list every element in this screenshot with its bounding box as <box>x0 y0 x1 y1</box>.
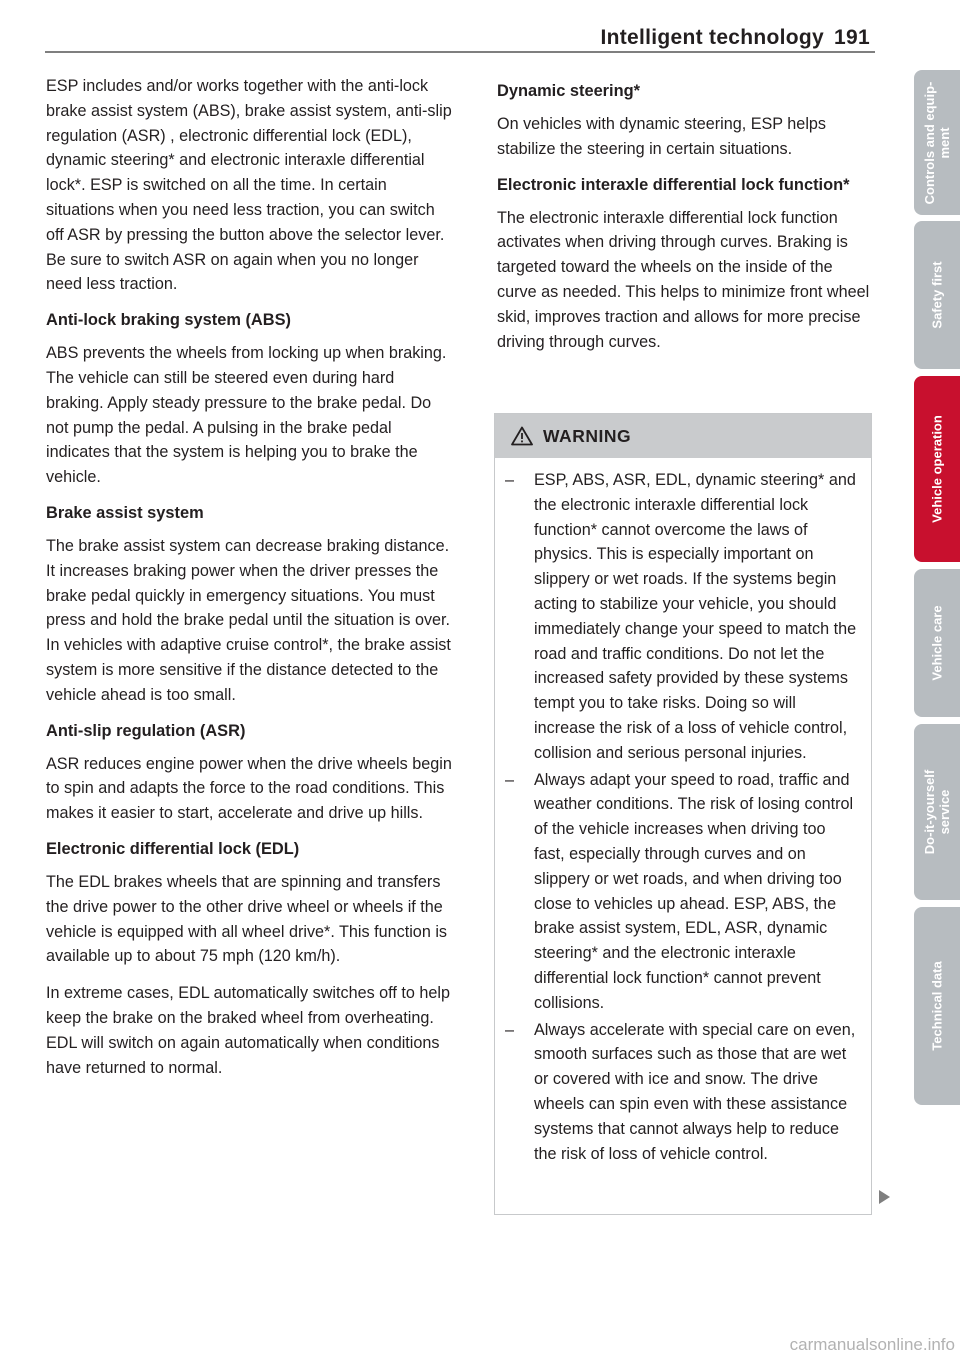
tab-label: Controls and equip- ment <box>922 81 952 204</box>
warning-item <box>505 468 859 766</box>
interaxle-lock-heading: Electronic interaxle differential lock function* <box>497 175 850 194</box>
right-column <box>497 74 871 366</box>
header-rule <box>45 51 875 53</box>
warning-item-text: Always adapt your speed to road, traffic and weather conditions. The risk of losing control of the vehicle increases when driving too fast, especially through curves and on slippery or wet roads, and when driving too close to vehicles up ahead. ESP, ABS, the brake assist system, EDL, ASR, dynamic steering* and the electronic interaxle differential lock function* cannot prevent collisions. <box>534 770 854 1012</box>
tab-safety-first[interactable] <box>914 221 960 369</box>
dynamic-steering-paragraph: On vehicles with dynamic steering, ESP helps stabilize the steering in certain situations. <box>497 115 827 158</box>
footer-watermark: carmanualsonline.info <box>789 1335 955 1354</box>
tab-label: Safety first <box>929 261 945 329</box>
list-dash: – <box>505 770 515 789</box>
bas-heading: Brake assist system <box>46 503 204 522</box>
list-dash: – <box>505 471 515 489</box>
edl-heading: Electronic differential lock (EDL) <box>46 839 300 858</box>
intro-paragraph: ESP includes and/or works together with the anti-lock brake assist system (ABS), brake assist system, anti-slip regulation (ASR) , electronic differential lock (EDL), dynamic steering* and electronic interaxle differential lock*. ESP is switched on all the time. In certain situations when you need less traction, you can switch off ASR by pressing the button above the selector lever. Be sure to switch ASR on again when you no longer need less traction. <box>46 77 452 294</box>
section-title: Intelligent technology <box>600 26 825 49</box>
dynamic-steering-heading: Dynamic steering* <box>497 82 641 100</box>
continued-arrow-icon <box>879 1190 890 1204</box>
interaxle-lock-paragraph: The electronic interaxle differential lock function activates when driving through curves. Braking is targeted toward the wheels on the inside of the curve as needed. This helps to minimize front wheel skid, improves traction and allows for more precise driving through curves. <box>497 208 870 351</box>
page-number: 191 <box>834 26 870 49</box>
list-dash: – <box>505 1020 515 1039</box>
abs-heading: Anti-lock braking system (ABS) <box>46 311 291 330</box>
edl-paragraph-2: In extreme cases, EDL automatically switches off to help keep the brake on the braked wheel from overheating. EDL will switch on again automatically when conditions have returned to normal. <box>46 984 450 1077</box>
page-header <box>490 26 870 50</box>
warning-item <box>505 768 859 1016</box>
tab-technical-data[interactable] <box>914 907 960 1105</box>
warning-item <box>505 1018 859 1167</box>
warning-item-text: Always accelerate with special care on even, smooth surfaces such as those that are wet or covered with ice and snow. The drive wheels can spin even with these assistance systems that cannot always help to reduce the risk of loss of vehicle control. <box>534 1020 856 1163</box>
tab-label: Vehicle care <box>929 605 945 681</box>
tab-label: Do-it-yourself service <box>922 769 952 855</box>
warning-triangle-icon <box>511 426 533 446</box>
tab-label: Technical data <box>929 961 945 1051</box>
edl-paragraph-1: The EDL brakes wheels that are spinning and transfers the drive power to the other drive wheel or wheels if the vehicle is equipped with all wheel drive*. This function is available up to about 75 mph (120 km/h). <box>46 872 448 966</box>
warning-list <box>495 458 871 1166</box>
tab-label: Vehicle operation <box>929 415 945 523</box>
tab-controls-and-equipment[interactable] <box>914 70 960 215</box>
tab-vehicle-care[interactable] <box>914 569 960 717</box>
asr-heading: Anti-slip regulation (ASR) <box>46 721 246 740</box>
abs-paragraph: ABS prevents the wheels from locking up when braking. The vehicle can still be steered even during hard braking. Apply steady pressure to the brake pedal. Do not pump the pedal. A pulsing in the brake pedal indicates that the system is helping you to brake the vehicle. <box>46 344 447 487</box>
left-column <box>46 74 452 1092</box>
warning-box <box>494 413 872 1215</box>
warning-label: WARNING <box>543 425 632 446</box>
asr-paragraph: ASR reduces engine power when the drive wheels begin to spin and adapts the force to the road conditions. This makes it easier to start, accelerate and drive up hills. <box>46 754 452 823</box>
tab-do-it-yourself-service[interactable] <box>914 724 960 900</box>
warning-item-text: ESP, ABS, ASR, EDL, dynamic steering* and the electronic interaxle differential lock function* cannot overcome the laws of physics. This is especially important on slippery or wet roads. If the systems begin acting to stabilize your vehicle, you should immediately change your speed to match the road and traffic conditions. Do not let the increased safety provided by these systems tempt you to take risks. Doing so will increase the risk of a loss of vehicle control, collision and serious personal injuries. <box>534 471 857 762</box>
bas-paragraph: The brake assist system can decrease braking distance. It increases braking power when the driver presses the brake pedal quickly in emergency situations. You must press and hold the brake pedal until the situation is over. In vehicles with adaptive cruise control*, the brake assist system is more sensitive if the distance detected to the vehicle ahead is too small. <box>46 536 451 704</box>
tab-vehicle-operation[interactable] <box>914 376 960 562</box>
warning-header <box>495 414 871 458</box>
